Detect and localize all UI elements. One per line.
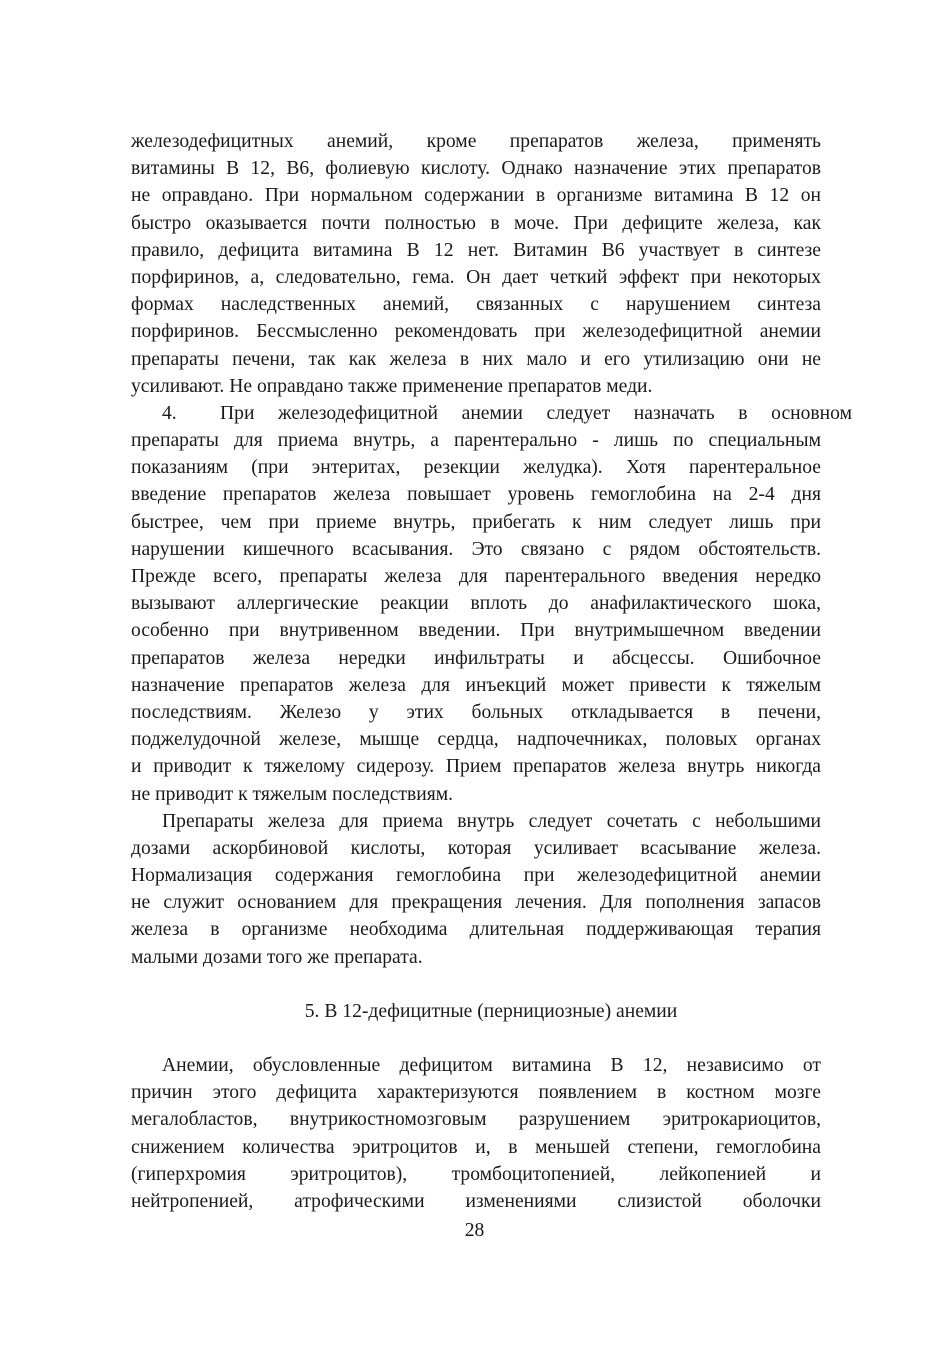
text-line: препараты печени, так как железа в них мало и его утилизацию они не — [131, 348, 821, 370]
text-line: (гиперхромия эритроцитов), тромбоцитопенией, лейкопенией и — [131, 1163, 821, 1185]
text-line: препараты для приема внутрь, а парентерально - лишь по специальным — [131, 430, 821, 452]
text-line: и приводит к тяжелому сидерозу. Прием препаратов железа внутрь никогда — [131, 756, 821, 778]
text-line: витамины В 12, В6, фолиевую кислоту. Однако назначение этих препаратов — [131, 158, 821, 180]
numbered-item-first-line — [131, 400, 852, 427]
paragraph-4 — [131, 1052, 821, 1215]
text-line: малыми дозами того же препарата. — [131, 946, 423, 968]
text-line: быстрее, чем при приеме внутрь, прибегать к ним следует лишь при — [131, 511, 821, 533]
text-line: При железодефицитной анемии следует назначать в основном — [220, 402, 852, 424]
paragraph-1 — [131, 128, 821, 400]
text-line: нейтропенией, атрофическими изменениями слизистой оболочки — [131, 1190, 821, 1212]
text-line: правило, дефицита витамина В 12 нет. Витамин В6 участвует в синтезе — [131, 239, 821, 261]
numbered-item-4 — [131, 400, 852, 808]
text-line: порфиринов. Бессмысленно рекомендовать при железодефицитной анемии — [131, 321, 821, 343]
text-line: назначение препаратов железа для инъекций может привести к тяжелым — [131, 674, 821, 696]
document-body — [131, 128, 852, 1215]
section-heading: 5. В 12-дефицитные (пернициозные) анемии — [304, 1000, 678, 1022]
text-line: железа в организме необходима длительная поддерживающая терапия — [131, 919, 821, 941]
text-line: Анемии, обусловленные дефицитом витамина В 12, независимо от — [162, 1055, 821, 1077]
text-line: причин этого дефицита характеризуются появлением в костном мозге — [131, 1082, 821, 1104]
text-line: формах наследственных анемий, связанных с нарушением синтеза — [131, 294, 821, 316]
page-number: 28 — [464, 1220, 485, 1241]
text-line: показаниям (при энтеритах, резекции желудка). Хотя парентеральное — [131, 457, 821, 479]
text-line: Нормализация содержания гемоглобина при железодефицитной анемии — [131, 865, 821, 887]
text-line: введение препаратов железа повышает уровень гемоглобина на 2-4 дня — [131, 484, 821, 506]
text-line: дозами аскорбиновой кислоты, которая усиливает всасывание железа. — [131, 837, 821, 859]
text-line: нарушении кишечного всасывания. Это связано с рядом обстоятельств. — [131, 538, 821, 560]
item-number: 4. — [162, 402, 177, 424]
text-line: быстро оказывается почти полностью в моче. При дефиците железа, как — [131, 212, 821, 234]
text-line: не служит основанием для прекращения лечения. Для пополнения запасов — [131, 892, 821, 914]
text-line: не приводит к тяжелым последствиям. — [131, 783, 454, 805]
text-line: поджелудочной железе, мышце сердца, надпочечниках, половых органах — [131, 729, 821, 751]
text-line: мегалобластов, внутрикостномозговым разрушением эритрокариоцитов, — [131, 1109, 821, 1131]
text-line: препаратов железа нередки инфильтраты и абсцессы. Ошибочное — [131, 647, 821, 669]
paragraph-3 — [131, 808, 821, 971]
text-line: Прежде всего, препараты железа для парентерального введения нередко — [131, 566, 821, 587]
text-line: железодефицитных анемий, кроме препаратов железа, применять — [131, 131, 821, 152]
text-line: порфиринов, а, следовательно, гема. Он дает четкий эффект при некоторых — [131, 266, 821, 288]
text-line: не оправдано. При нормальном содержании в организме витамина В 12 он — [131, 185, 821, 207]
text-line: последствиям. Железо у этих больных откладывается в печени, — [131, 701, 821, 723]
text-line: особенно при внутривенном введении. При внутримышечном введении — [131, 620, 821, 642]
text-line: Препараты железа для приема внутрь следует сочетать с небольшими — [162, 810, 821, 832]
text-line: вызывают аллергические реакции вплоть до анафилактического шока, — [131, 593, 821, 615]
text-line: усиливают. Не оправдано также применение препаратов меди. — [131, 375, 653, 397]
text-line: снижением количества эритроцитов и, в меньшей степени, гемоглобина — [131, 1136, 821, 1158]
